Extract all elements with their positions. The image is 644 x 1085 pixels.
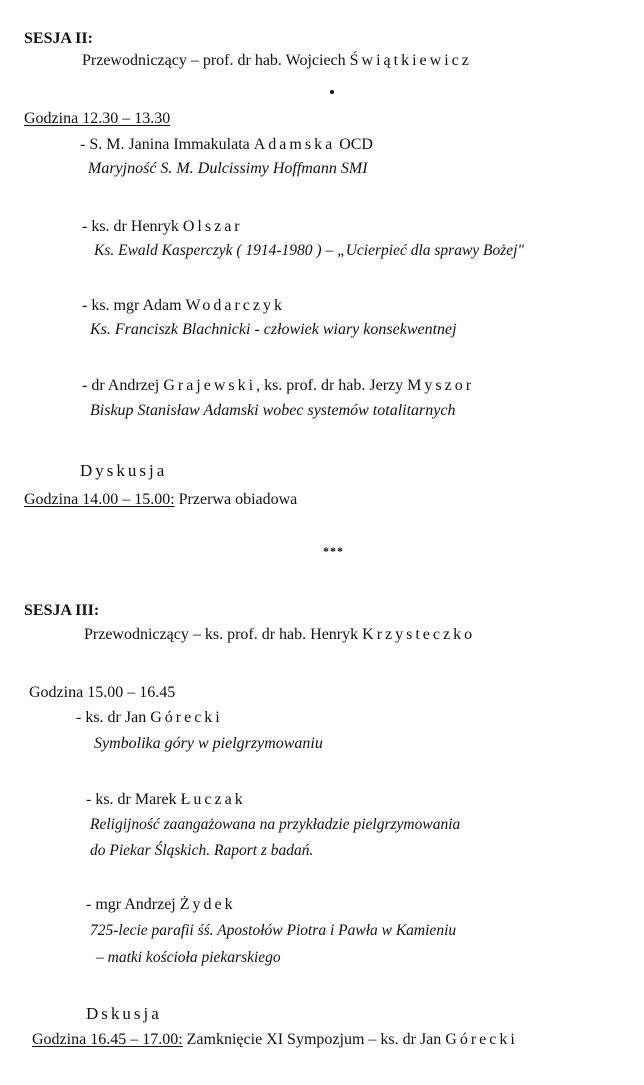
session-3-heading: SESJA III:	[24, 602, 100, 619]
separator: ***	[323, 544, 344, 558]
speaker-surname: Olszar	[182, 218, 243, 235]
talk-title: Ks. Ewald Kasperczyk ( 1914-1980 ) – „Ucierpieć dla sprawy Bożej"	[94, 242, 524, 259]
lunch-label: Przerwa obiadowa	[178, 491, 298, 508]
talk-title: do Piekar Śląskich. Raport z badań.	[90, 842, 314, 859]
time-slot: Godzina 16.45 – 17.00:	[32, 1031, 183, 1048]
speaker-surname: Myszor	[407, 377, 475, 394]
lunch-line	[24, 490, 297, 510]
time-slot: Godzina 12.30 – 13.30	[24, 110, 171, 127]
closing-line	[32, 1030, 518, 1050]
chair-prefix: Przewodniczący – prof. dr hab. Wojciech	[82, 52, 346, 69]
speaker-surname: Adamska	[253, 136, 336, 153]
chair-surname: Krzysteczko	[362, 626, 476, 643]
discussion-label: Dyskusja	[80, 461, 168, 480]
speaker-name: - dr Andrzej	[82, 377, 160, 394]
dot-mark	[330, 90, 334, 94]
time-slot: Godzina 15.00 – 16.45	[29, 684, 176, 701]
speaker-line	[76, 708, 223, 728]
speaker-name: - ks. dr Henryk	[82, 218, 179, 235]
speaker-surname: Wodarczyk	[185, 297, 285, 314]
speaker-line	[80, 135, 373, 155]
discussion-label: Dskusja	[86, 1004, 162, 1023]
talk-title: Ks. Franciszk Blachnicki - człowiek wiary konsekwentnej	[90, 321, 457, 338]
speaker-suffix: OCD	[339, 136, 373, 153]
speaker-line	[82, 296, 285, 316]
speaker-name: - ks. dr Jan	[76, 709, 147, 726]
speaker-line	[82, 376, 474, 396]
talk-title: – matki kościoła piekarskiego	[96, 949, 281, 966]
talk-title: Symbolika góry w pielgrzymowaniu	[94, 735, 323, 752]
speaker-surname: Łuczak	[180, 791, 246, 808]
talk-title: Biskup Stanisław Adamski wobec systemów totalitarnych	[90, 402, 456, 419]
session-3-chair	[84, 625, 475, 645]
time-slot: Godzina 14.00 – 15.00:	[24, 491, 175, 508]
speaker-name: - mgr Andrzej	[86, 896, 176, 913]
session-2-heading: SESJA II:	[24, 30, 93, 47]
speaker-name: - ks. dr Marek	[86, 791, 177, 808]
speaker-name: - ks. mgr Adam	[82, 297, 182, 314]
chair-prefix: Przewodniczący – ks. prof. dr hab. Henryk	[84, 626, 359, 643]
speaker-name: , ks. prof. dr hab. Jerzy	[256, 377, 404, 394]
speaker-surname: Żydek	[179, 896, 236, 913]
speaker-line	[86, 790, 246, 810]
speaker-surname: Grajewski	[163, 377, 257, 394]
closing-surname: Górecki	[445, 1031, 518, 1048]
speaker-name: - S. M. Janina Immakulata	[80, 136, 250, 153]
talk-title: Maryjność S. M. Dulcissimy Hoffmann SMI	[88, 160, 368, 177]
speaker-line	[86, 895, 236, 915]
speaker-line	[82, 217, 243, 237]
speaker-surname: Górecki	[150, 709, 223, 726]
talk-title: Religijność zaangażowana na przykładzie pielgrzymowania	[90, 816, 461, 833]
closing-label: Zamknięcie XI Sympozjum – ks. dr Jan	[186, 1031, 442, 1048]
talk-title: 725-lecie parafii śś. Apostołów Piotra i Pawła w Kamieniu	[90, 922, 457, 939]
session-2-chair	[82, 51, 472, 71]
chair-surname: Świątkiewicz	[349, 52, 472, 69]
